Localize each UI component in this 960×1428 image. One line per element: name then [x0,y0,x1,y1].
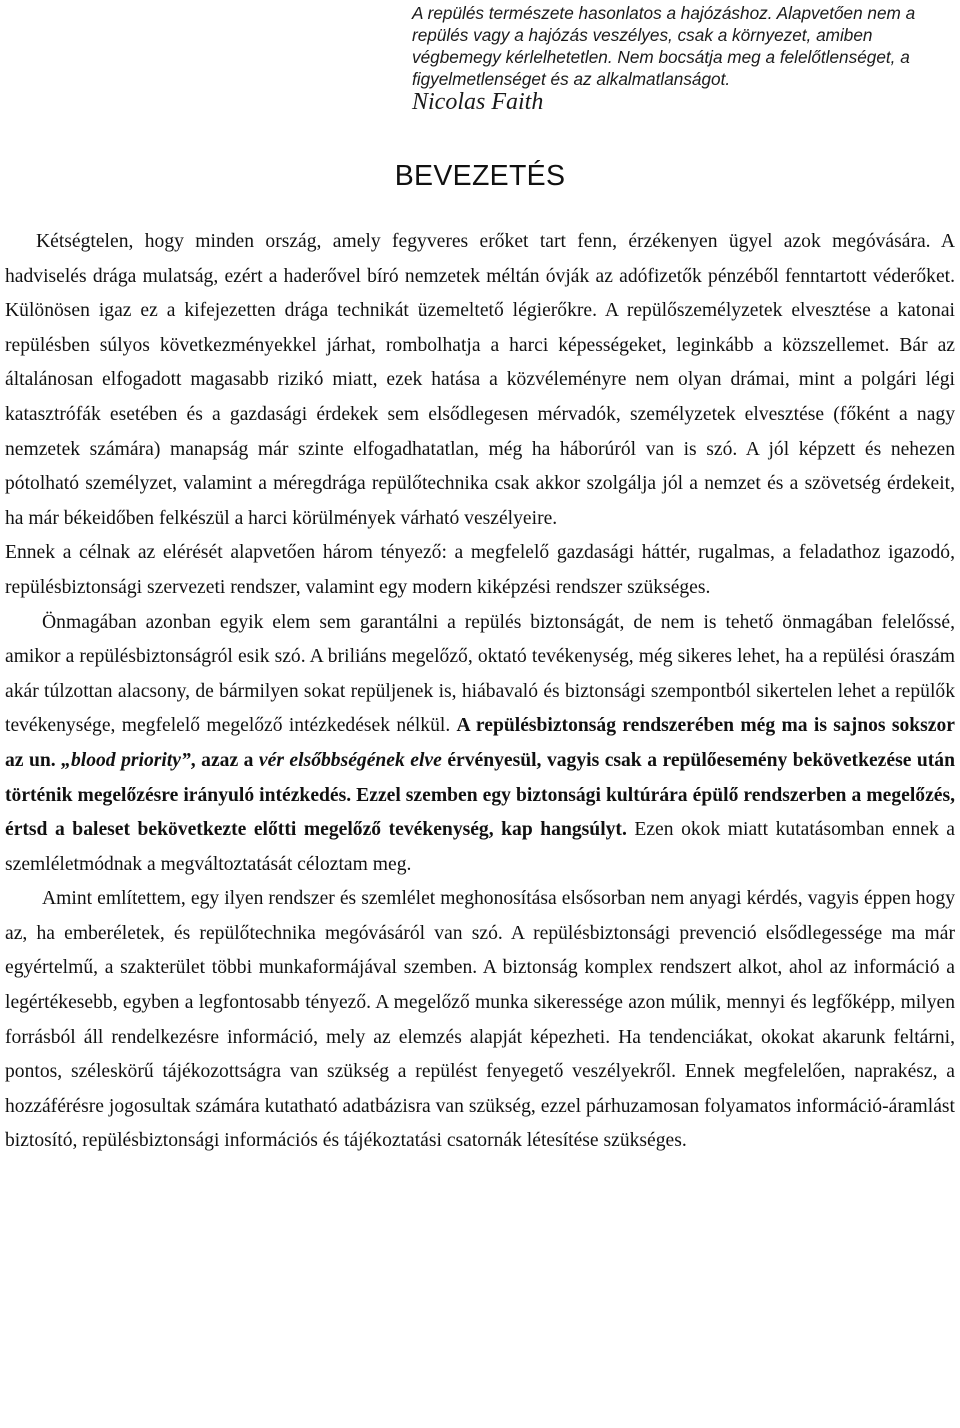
paragraph-2-text: Ennek a célnak az elérését alapvetően három tényező: a megfelelő gazdasági háttér, rugalmas, a feladathoz igazodó, repülésbiztonsági szervezeti rendszer, valamint egy modern kiképzési rendszer szükséges. [5,542,955,598]
paragraph-3-blood-priority: „blood priority” [61,749,191,771]
paragraph-2 [5,536,955,605]
paragraph-3-closing: Ezen okok miatt kutatásomban ennek a szemléletmódnak a megváltoztatását céloztam meg. [5,819,955,875]
body-text [5,225,955,1159]
paragraph-3-text: Önmagában azonban egyik elem sem garantálni a repülés biztonságát, de nem is tehető önmagában felelőssé, amikor a repülésbiztonságról esik szó. A briliáns megelőző, oktató tevékenység, még sikeres lehet, ha a repülési óraszám akár túlzottan alacsony, de bármilyen sokat repüljenek is, hiábavaló és biztonsági szempontból sikertelen lehet a repülők tevékenysége, megfelelő megelőző intézkedések nélkül. [5,611,955,737]
epigraph-quote: A repülés természete hasonlatos a hajózáshoz. Alapvetően nem a repülés vagy a hajózás veszélyes, csak a környezet, amiben végbemegy kérlelhetetlen. Nem bocsátja meg a felelőtlenséget, a figyelmetlenséget és az alkalmatlanságot. [412,3,916,89]
paragraph-1-text: Kétségtelen, hogy minden ország, amely fegyveres erőket tart fenn, érzékenyen ügyel azok megóvására. A hadviselés drága mulatság, ezért a haderővel bíró nemzetek méltán óvják az adófizetők pénzéből fenntartott véderőket. Különösen igaz ez a kifejezetten drága technikát üzemeltető légierőkre. A repülőszemélyzetek elvesztése a katonai repülésben súlyos következményekkel járhat, rombolhatja a harci képességeket, leginkább a közszellemet. Bár az általánosan elfogadott magasabb rizikó miatt, ezek hatása a közvéleményre nem olyan drámai, mint a polgári légi katasztrófák esetében és a gazdasági érdekek sem elsődlegesen mérvadók, személyzetek elvesztése (főként a nagy nemzetek számára) manapság már szinte elfogadhatatlan, még ha háborúról van is szó. A jól képzett és nehezen pótolható személyzet, valamint a méregdrága repülőtechnika csak akkor szolgálja jól a nemzet és a szövetség érdekeit, ha már békeidőben felkészül a harci körülmények várható veszélyeire. [5,231,955,529]
paragraph-4-text: Amint említettem, egy ilyen rendszer és szemlélet meghonosítása elsősorban nem anyagi kérdés, vagyis éppen hogy az, ha emberéletek, és repülőtechnika megóvásáról van szó. A repülésbiztonsági prevenció elsődlegessége ma már egyértelmű, a szakterület többi munkaformájával szemben. A biztonság komplex rendszert alkot, ahol az információ a legértékesebb, egyben a legfontosabb tényező. A megelőző munka sikeressége azon múlik, mennyi és legfőképp, milyen forrásból áll rendelkezésre információ, mely az elemzés alapját képezheti. Ha tendenciákat, okokat akarunk feltárni, pontos, széleskörű tájékozottságra van szükség a repülést fenyegető veszélyekről. Ennek megfelelően, naprakész, a hozzáférésre jogosultak számára kutatható adatbázisra van szükség, ezzel párhuzamosan folyamatos információ-áramlást biztosító, repülésbiztonsági információs és tájékoztatási csatornák létesítése szükséges. [5,888,955,1152]
epigraph-author: Nicolas Faith [412,89,544,115]
section-heading: BEVEZETÉS [394,160,566,192]
paragraph-3-principle-term: vér elsőbbségének elve [258,749,442,771]
paragraph-4 [5,882,955,1159]
paragraph-3-bold-lead: A repülésbiztonság rendszerében még ma is sajnos sokszor az un. [5,715,955,771]
paragraph-3 [5,606,955,883]
paragraph-1 [5,225,955,536]
paragraph-3-bold-tail: érvényesül, vagyis csak a repülőesemény bekövetkezése után történik megelőzésre irányuló intézkedés. Ezzel szemben egy biztonsági kultúrára épülő rendszerben a megelőzés, értsd a baleset bekövetkezte előtti megelőző tevékenység, kap hangsúlyt. [5,749,955,841]
paragraph-3-bold-connector: , azaz a [190,749,259,771]
